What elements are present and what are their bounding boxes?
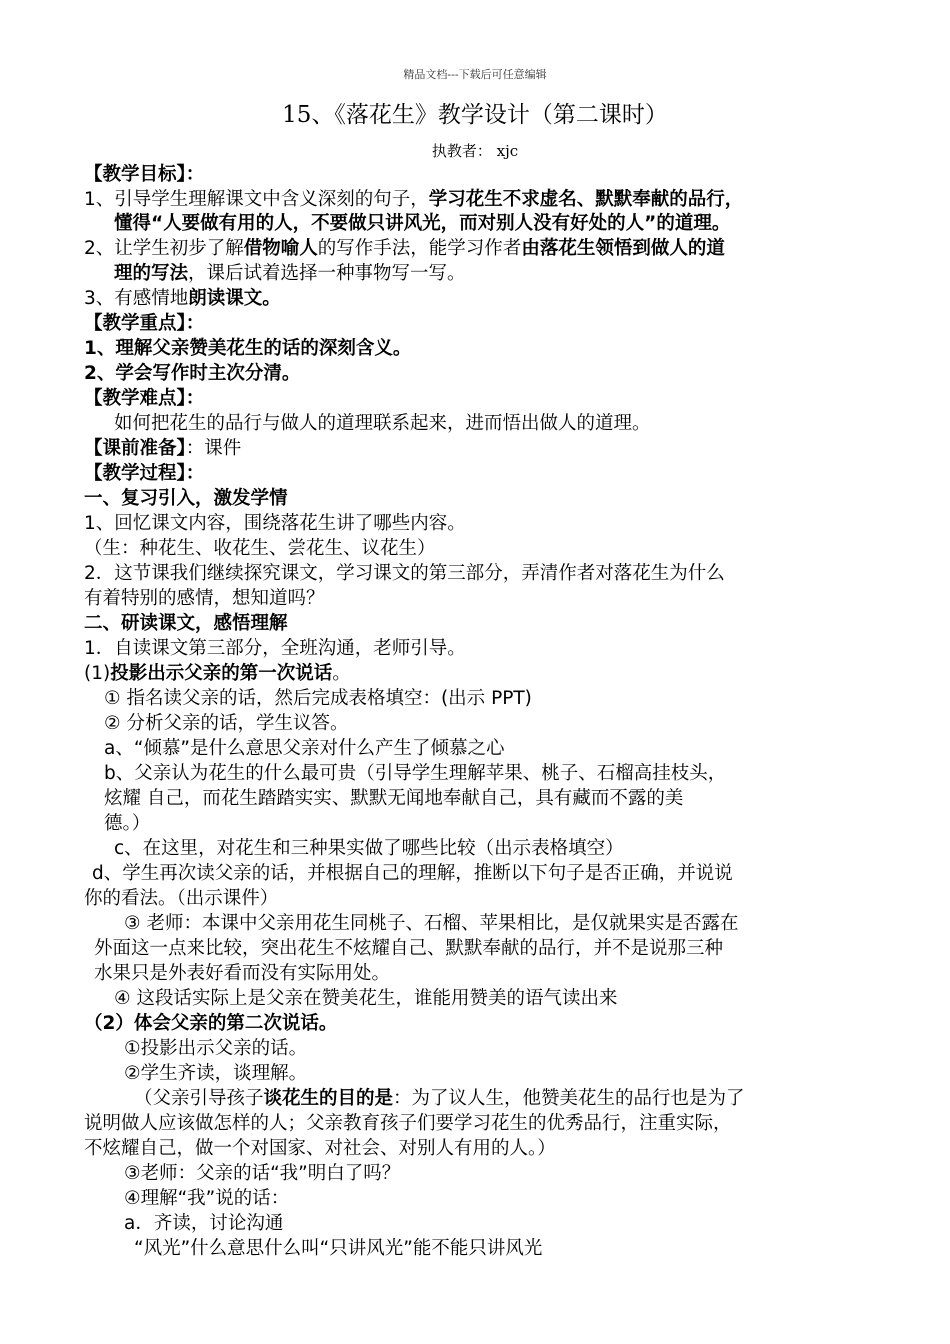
paragraph-line: a、“倾慕”是什么意思父亲对什么产生了倾慕之心 <box>104 738 505 759</box>
section-heading-process: 【教学过程】： <box>84 463 205 484</box>
paragraph-line: c、在这里，对花生和三种果实做了哪些比较（出示表格填空） <box>114 838 624 859</box>
paragraph-line: d、学生再次读父亲的话，并根据自己的理解，推断以下句子是否正确，并说说 <box>92 863 733 884</box>
paragraph-line: 德。） <box>104 813 151 834</box>
objective-1-line-2: 懂得“人要做有用的人，不要做只讲风光，而对别人没有好处的人”的道理。 <box>114 213 731 234</box>
section-heading-key-points: 【教学重点】： <box>84 313 205 334</box>
paragraph-line: 1、回忆课文内容，围绕落花生讲了哪些内容。 <box>84 513 466 534</box>
section-heading-difficulty: 【教学难点】： <box>84 388 205 409</box>
difficulty-text: 如何把花生的品行与做人的道理联系起来，进而悟出做人的道理。 <box>114 413 651 434</box>
subheading-first-speech: (1)投影出示父亲的第一次说话。 <box>84 663 351 684</box>
paragraph-line: ④理解“我”说的话： <box>124 1188 290 1209</box>
paragraph-line: 说明做人应该做怎样的人；父亲教育孩子们要学习花生的优秀品行，注重实际， <box>84 1113 732 1134</box>
paragraph-line: ③老师：父亲的话“我”明白了吗？ <box>124 1163 401 1184</box>
paragraph-line: ①投影出示父亲的话。 <box>124 1038 308 1059</box>
paragraph-line: 炫耀 自己，而花生踏踏实实、默默无闻地奉献自己，具有藏而不露的美 <box>104 788 684 809</box>
paragraph-line: （生：种花生、收花生、尝花生、议花生） <box>84 538 436 559</box>
step-1-heading: 一、复习引入，激发学情 <box>84 488 288 509</box>
paragraph-line: （父亲引导孩子谈花生的目的是：为了议人生，他赞美花生的品行也是为了 <box>134 1088 745 1109</box>
paragraph-line: 2．这节课我们继续探究课文，学习课文的第三部分，弄清作者对落花生为什么 <box>84 563 725 584</box>
objective-2-line-1: 2、让学生初步了解借物喻人的写作手法，能学习作者由落花生领悟到做人的道 <box>84 238 725 259</box>
paragraph-line: 外面这一点来比较，突出花生不炫耀自己、默默奉献的品行，并不是说那三种 <box>94 938 724 959</box>
paragraph-line: 不炫耀自己，做一个对国家、对社会、对别人有用的人。） <box>84 1138 556 1159</box>
subheading-second-speech: （2）体会父亲的第二次说话。 <box>84 1013 338 1034</box>
key-point-2: 2、学会写作时主次分清。 <box>84 363 301 384</box>
paragraph-line: ③ 老师：本课中父亲用花生同桃子、石榴、苹果相比，是仅就果实是否露在 <box>124 913 739 934</box>
section-heading-objectives: 【教学目标】： <box>84 164 205 185</box>
paragraph-line: 1．自读课文第三部分，全班沟通，老师引导。 <box>84 638 466 659</box>
paragraph-line: a．齐读，讨论沟通 <box>124 1213 284 1234</box>
header-note: 精品文档---下载后可任意编辑 <box>403 68 547 81</box>
page-title: 15、《落花生》教学设计（第二课时） <box>282 102 668 128</box>
objective-2-line-2: 理的写法，课后试着选择一种事物写一写。 <box>114 263 466 284</box>
preparation-line: 【课前准备】：课件 <box>84 438 242 459</box>
key-point-1: 1、理解父亲赞美花生的话的深刻含义。 <box>84 338 412 359</box>
objective-1-line-1: 1、引导学生理解课文中含义深刻的句子，学习花生不求虚名、默默奉献的品行， <box>84 189 744 210</box>
paragraph-line: 有着特别的感情，想知道吗？ <box>84 588 325 609</box>
paragraph-line: ① 指名读父亲的话，然后完成表格填空：(出示 PPT) <box>104 688 532 709</box>
paragraph-line: 水果只是外表好看而没有实际用处。 <box>94 963 391 984</box>
paragraph-line: 你的看法。（出示课件） <box>84 888 279 909</box>
paragraph-line: “风光”什么意思什么叫“只讲风光”能不能只讲风光 <box>134 1238 543 1259</box>
objective-3: 3、有感情地朗读课文。 <box>84 288 281 309</box>
step-2-heading: 二、研读课文，感悟理解 <box>84 613 288 634</box>
author-line: 执教者： xjc <box>431 142 519 160</box>
paragraph-line: ④ 这段话实际上是父亲在赞美花生，谁能用赞美的语气读出来 <box>114 988 618 1009</box>
paragraph-line: b、父亲认为花生的什么最可贵（引导学生理解苹果、桃子、石榴高挂枝头， <box>104 763 727 784</box>
paragraph-line: ② 分析父亲的话，学生议答。 <box>104 713 349 734</box>
paragraph-line: ②学生齐读，谈理解。 <box>124 1063 308 1084</box>
